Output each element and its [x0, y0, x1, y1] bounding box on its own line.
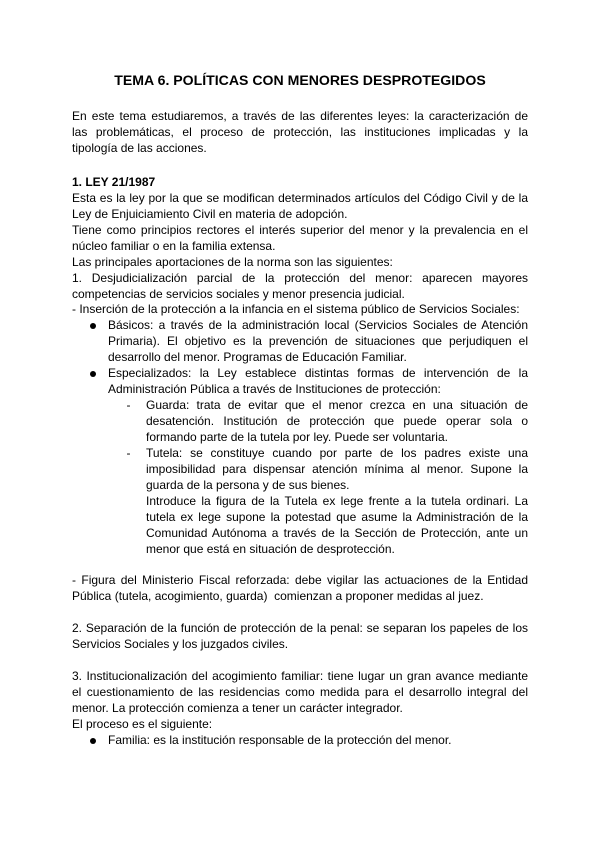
paragraph-line: el cuestionamiento de las residencias como medida para el desarrollo integral del [72, 684, 528, 699]
law-definition-paragraph [72, 191, 528, 223]
paragraph-line: 1. Desjudicialización parcial de la protección del menor: aparecen mayores [72, 270, 528, 285]
intro-line: las problemáticas, el proceso de protección, las instituciones implicadas y la [72, 124, 528, 139]
list-item-basicos [72, 318, 528, 366]
tutela-note-line: Introduce la figura de la Tutela ex lege frente a la tutela ordinari. La [146, 493, 528, 508]
paragraph-line: 2. Separación de la función de protección de la penal: se separan los papeles de los [72, 621, 528, 636]
list-item-familia [72, 733, 528, 749]
paragraph-line: Ley de Enjuiciamiento Civil en materia de adopción. [72, 206, 348, 221]
paragraph-line: Tiene como principios rectores el interés superior del menor y la prevalencia en el [72, 222, 528, 237]
tutela-note-line: menor que está en situación de desprotección. [146, 541, 395, 556]
point-2-paragraph [72, 621, 528, 653]
paragraph-line: Esta es la ley por la que se modifican determinados artículos del Código Civil y de la [72, 190, 528, 205]
sublist-item-line: desatención. Institución de protección que puede operar sola o [146, 414, 528, 428]
paragraph-line: competencias de servicios sociales y menor presencia judicial. [72, 286, 405, 301]
sublist-item-tutela [72, 446, 528, 558]
bullet-icon [90, 371, 96, 377]
tutela-note-line: Comunidad Autónoma a través de la Sección de Protección, ante un [146, 525, 528, 540]
paragraph-line: menor. La protección comienza a tener un carácter integrador. [72, 700, 403, 715]
contributions-intro: Las principales aportaciones de la norma son las siguientes: [72, 254, 393, 269]
paragraph-line: 3. Institucionalización del acogimiento familiar: tiene lugar un gran avance mediante [72, 669, 528, 683]
list-item-line: desarrollo del menor. Programas de Educación Familiar. [108, 350, 407, 365]
bullet-icon [90, 323, 96, 329]
list-item-line: Básicos: a través de la administración local (Servicios Sociales de Atención [108, 318, 528, 333]
intro-paragraph [72, 109, 528, 157]
list-item-line: Administración Pública a través de Instituciones de protección: [108, 382, 441, 397]
sublist-item-line: imposibilidad para dispensar atención mínima al menor. Supone la [146, 461, 528, 476]
process-intro: El proceso es el siguiente: [72, 716, 213, 731]
paragraph-line: Pública (tutela, acogimiento, guarda) comienzan a proponer medidas al juez. [72, 589, 484, 604]
point-3-paragraph [72, 669, 528, 717]
document-body [72, 0, 528, 749]
sublist-item-line: guarda de la persona y de sus bienes. [146, 477, 350, 492]
list-item-line: Especializados: la Ley establece distintas formas de intervención de la [108, 366, 528, 381]
tutela-note-line: tutela ex lege supone la potestad que asume la Administración de la [146, 509, 528, 524]
intro-line: tipología de las acciones. [72, 140, 207, 155]
point-1-paragraph [72, 271, 528, 303]
insertion-line: - Inserción de la protección a la infancia en el sistema público de Servicios Sociales: [72, 302, 520, 317]
list-item-especializados [72, 366, 528, 398]
sublist-item-line: formando parte de la tutela por ley. Puede ser voluntaria. [146, 429, 448, 444]
guiding-principles-paragraph [72, 223, 528, 255]
bullet-icon [90, 738, 96, 744]
dash-marker: - [126, 398, 131, 413]
fiscal-paragraph [72, 573, 528, 605]
list-item-line: Primaria). El objetivo es la prevención de situaciones que perjudiquen el [108, 334, 528, 349]
paragraph-line: Servicios Sociales y los juzgados civiles. [72, 637, 289, 652]
sublist-item-line: Guarda: trata de evitar que el menor crezca en una situación de [146, 398, 528, 413]
list-item-line: Familia: es la institución responsable de la protección del menor. [108, 732, 452, 747]
paragraph-line: - Figura del Ministerio Fiscal reforzada: debe vigilar las actuaciones de la Entidad [72, 573, 528, 588]
sublist-item-line: Tutela: se constituye cuando por parte de los padres existe una [146, 445, 528, 460]
sublist-item-guarda [72, 398, 528, 446]
paragraph-line: núcleo familiar o en la familia extensa. [72, 238, 276, 253]
section-heading: 1. LEY 21/1987 [72, 174, 156, 189]
dash-marker: - [126, 445, 131, 460]
intro-line: En este tema estudiaremos, a través de las diferentes leyes: la caracterización de [72, 108, 528, 123]
document-title: TEMA 6. POLÍTICAS CON MENORES DESPROTEGIDOS [114, 72, 486, 88]
